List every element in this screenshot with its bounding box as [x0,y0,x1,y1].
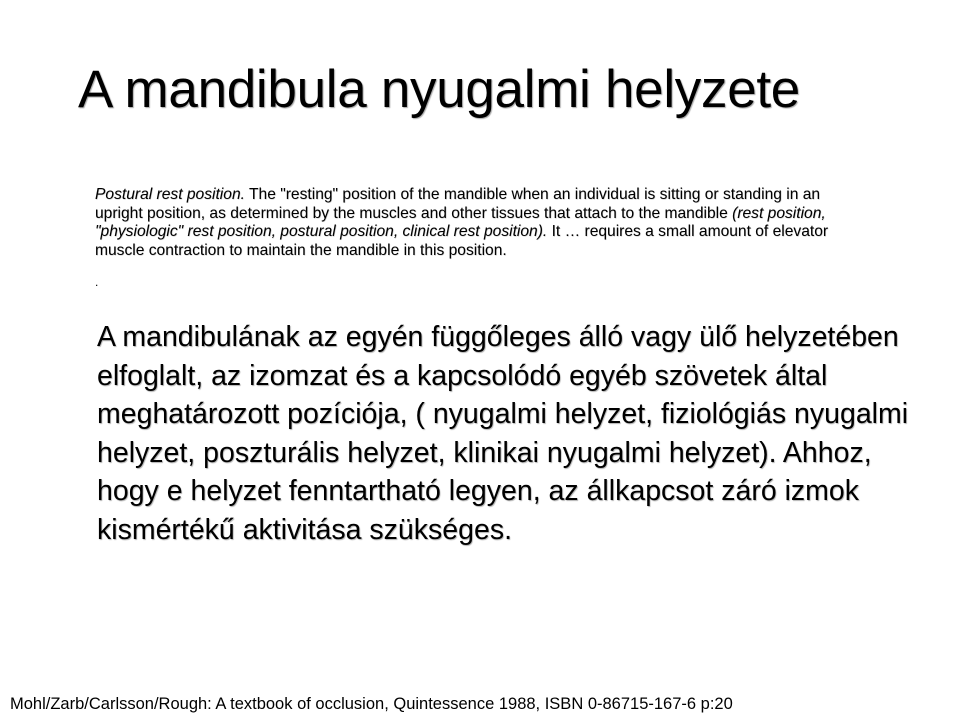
separator-dot: . [95,275,99,289]
synonyms-text: (rest position, "physiologic" rest position, postural position, clinical rest position). [95,204,826,240]
english-definition [95,186,870,260]
definition-text-b: It … requires a small amount of elevator muscle contraction to maintain the mandible in this position. [95,223,829,259]
reference-citation: Mohl/Zarb/Carlsson/Rough: A textbook of occlusion, Quintessence 1988, ISBN 0-86715-167-6 p:20 [10,695,733,713]
definition-text-a: The "resting" position of the mandible when an individual is sitting or standing in an upright position, as determined by the muscles and other tissues that attach to the mandible [95,186,821,222]
slide-title: A mandibula nyugalmi helyzete [78,60,800,119]
hungarian-definition: A mandibulának az egyén függőleges álló vagy ülő helyzetében elfoglalt, az izomzat és a kapcsolódó egyéb szövetek által meghatározott pozíciója, ( nyugalmi helyzet, fiziológiás nyugalmi helyzet, poszturális helyzet, klinikai nyugalmi helyzet). Ahhoz, hogy e helyzet fenntartható legyen, az állkapcsot záró izmok kismértékű aktivitása szükséges. [97,321,909,546]
term-label: Postural rest position. [95,186,245,203]
